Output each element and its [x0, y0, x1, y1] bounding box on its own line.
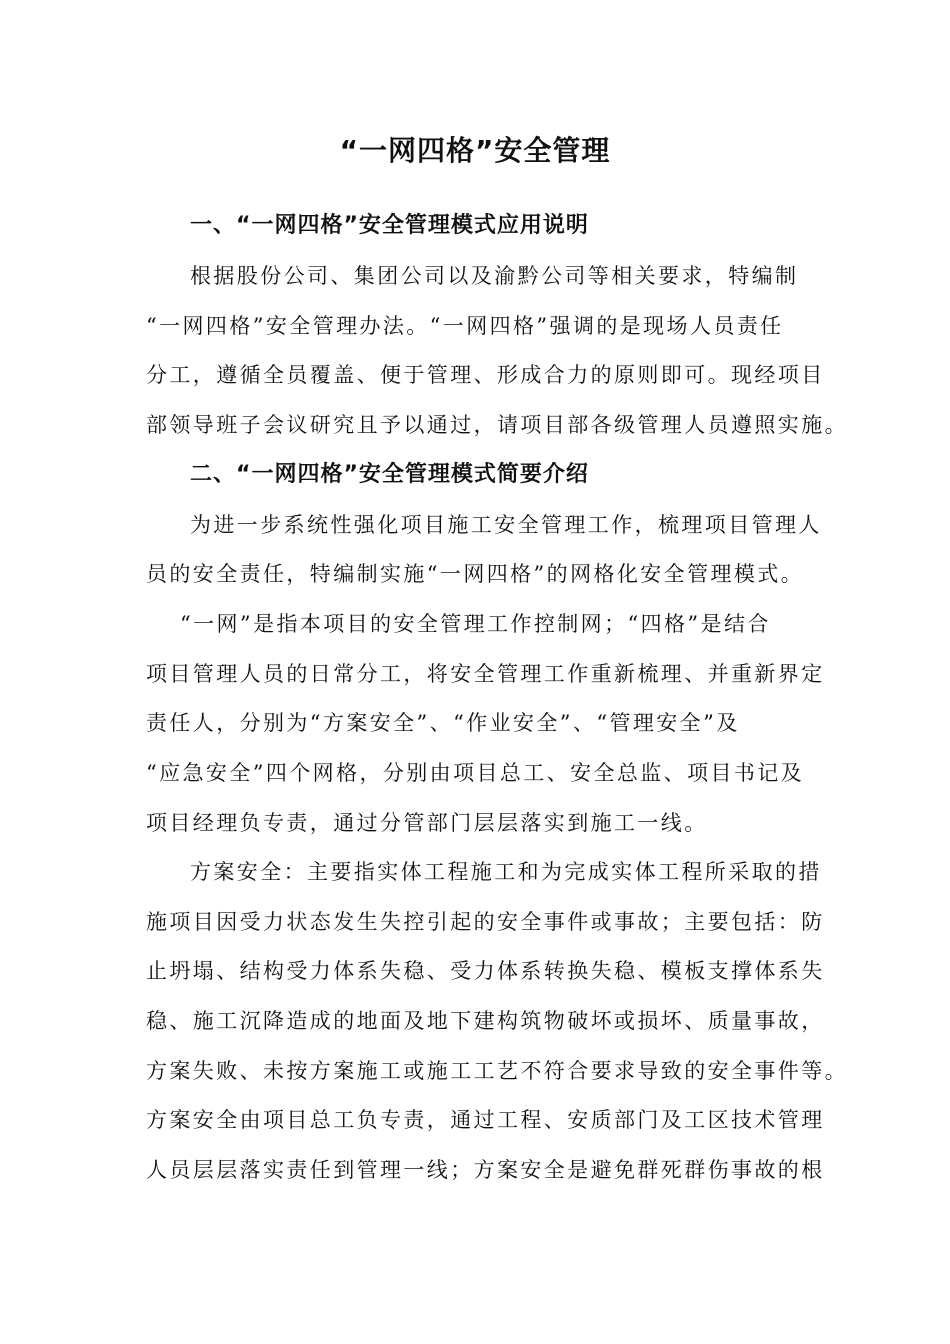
paragraph-line: 人员层层落实责任到管理一线；方案安全是避免群死群伤事故的根 [146, 1158, 825, 1182]
paragraph-line: 根据股份公司、集团公司以及渝黔公司等相关要求，特编制 [190, 264, 799, 288]
section-heading-2: 二、“一网四格”安全管理模式简要介绍 [190, 462, 589, 487]
paragraph-line: 稳、施工沉降造成的地面及地下建构筑物破坏或损坏、质量事故， [146, 1009, 825, 1033]
paragraph-line: 方案失败、未按方案施工或施工工艺不符合要求导致的安全事件等。 [146, 1059, 848, 1083]
paragraph-line: 员的安全责任，特编制实施“一网四格”的网格化安全管理模式。 [146, 562, 805, 586]
paragraph-line: 责任人，分别为“方案安全”、“作业安全”、“管理安全”及 [146, 711, 740, 735]
paragraph-line: 项目管理人员的日常分工，将安全管理工作重新梳理、并重新界定 [146, 662, 825, 686]
paragraph-line: 部领导班子会议研究且予以通过，请项目部各级管理人员遵照实施。 [146, 413, 848, 437]
section-heading-1: 一、“一网四格”安全管理模式应用说明 [190, 213, 589, 238]
paragraph-line: 为进一步系统性强化项目施工安全管理工作，梳理项目管理人 [190, 513, 822, 537]
paragraph-line: 方案安全：主要指实体工程施工和为完成实体工程所采取的措 [190, 860, 822, 884]
paragraph-line: “一网四格”安全管理办法。“一网四格”强调的是现场人员责任 [146, 314, 784, 338]
paragraph-line: 方案安全由项目总工负专责，通过工程、安质部门及工区技术管理 [146, 1108, 825, 1132]
paragraph-line: “一网”是指本项目的安全管理工作控制网；“四格”是结合 [180, 612, 771, 636]
paragraph-line: “应急安全”四个网格，分别由项目总工、安全总监、项目书记及 [146, 761, 805, 785]
document-title: “一网四格”安全管理 [339, 134, 611, 167]
paragraph-line: 止坍塌、结构受力体系失稳、受力体系转换失稳、模板支撑体系失 [146, 959, 825, 983]
paragraph-line: 项目经理负专责，通过分管部门层层落实到施工一线。 [146, 811, 708, 835]
paragraph-line: 施项目因受力状态发生失控引起的安全事件或事故；主要包括：防 [146, 910, 825, 934]
paragraph-line: 分工，遵循全员覆盖、便于管理、形成合力的原则即可。现经项目 [146, 363, 825, 387]
